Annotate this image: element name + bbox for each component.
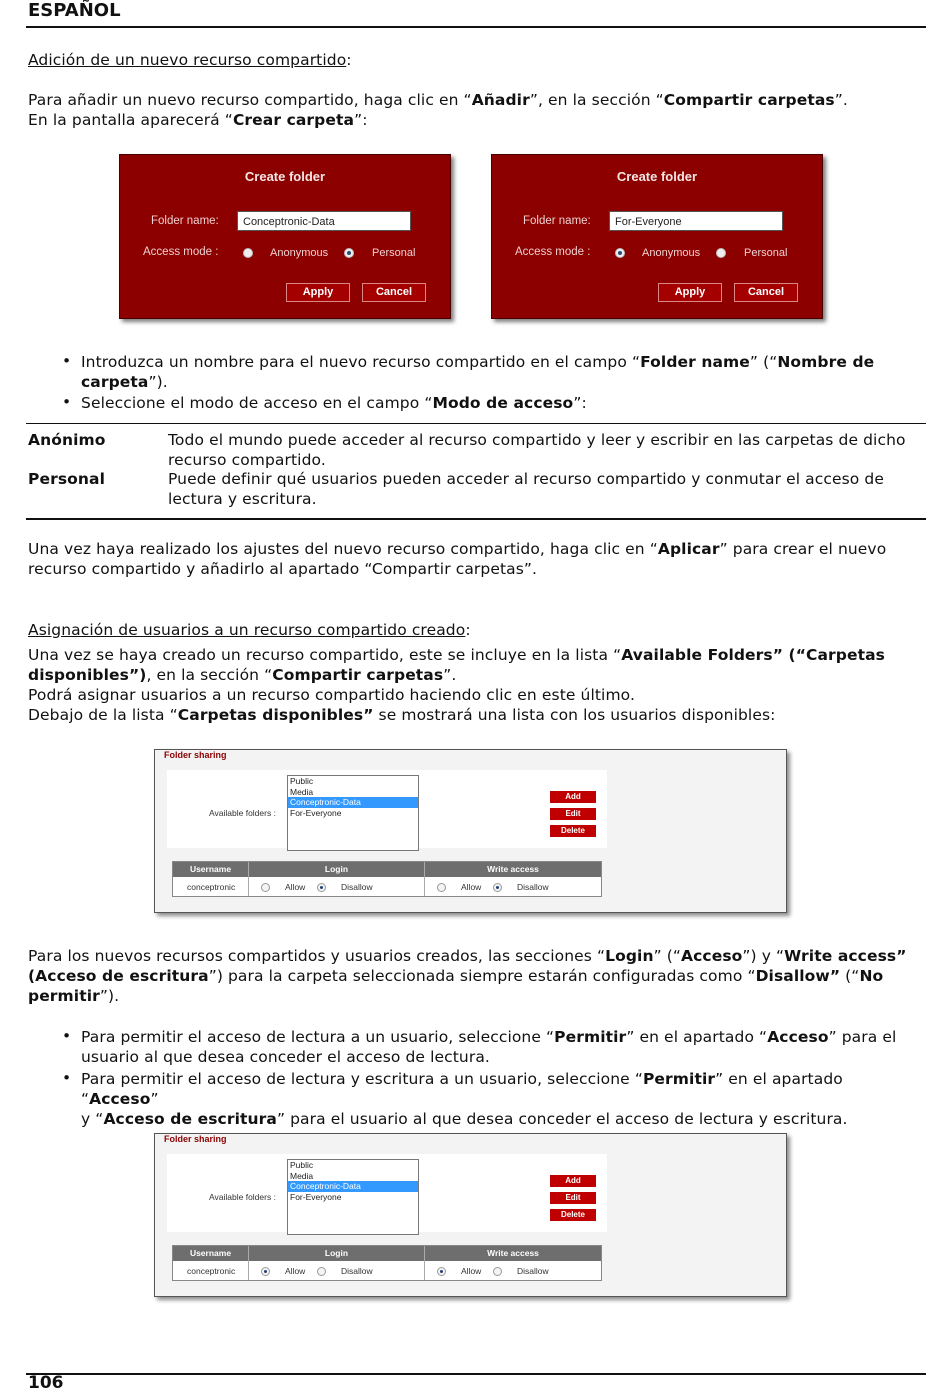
- folder-name-label: Folder name:: [523, 215, 591, 227]
- mode-term-anonymous: Anónimo: [28, 431, 106, 449]
- disallow-label: Disallow: [517, 1266, 549, 1276]
- write-allow-radio[interactable]: [437, 1267, 446, 1276]
- list-item[interactable]: Media: [290, 1170, 314, 1181]
- heading-add-share: Adición de un nuevo recurso compartido:: [28, 51, 352, 69]
- bullet-icon: •: [62, 1027, 72, 1045]
- user-access-table: [172, 861, 602, 897]
- column-divider: [248, 1246, 249, 1280]
- anonymous-option-label: Anonymous: [642, 247, 701, 259]
- col-login: Login: [249, 1246, 424, 1261]
- anonymous-radio[interactable]: [615, 248, 625, 258]
- login-allow-radio[interactable]: [261, 883, 270, 892]
- intro-paragraph: Para añadir un nuevo recurso compartido, haga clic en “Añadir”, en la sección “Compartir carpetas”. En la pantalla aparecerá “Crear carpeta”:: [28, 91, 848, 129]
- page-number: 106: [28, 1373, 64, 1393]
- list-item[interactable]: Media: [290, 786, 314, 797]
- login-disallow-radio[interactable]: [317, 1267, 326, 1276]
- delete-button[interactable]: Delete: [550, 1209, 596, 1221]
- table-top-rule: [26, 423, 926, 424]
- username-cell: conceptronic: [187, 1266, 236, 1276]
- assign-paragraph: Una vez se haya creado un recurso compartido, este se incluye en la lista “Available Folders” (“Carpetas disponibles”), en la sección “Compartir carpetas”. Podrá asignar usuarios a un recurso compartido haciendo clic en este último. Debajo de la lista “Carpetas disponibles” se mostrará una lista con los usuarios disponibles:: [28, 646, 885, 724]
- list-item-selected[interactable]: Conceptronic-Data: [288, 797, 418, 808]
- allow-label: Allow: [285, 1266, 306, 1276]
- bullet-read-write-access: Para permitir el acceso de lectura y escritura a un usuario, seleccione “Permitir” en el apartado “Acceso” y “Acceso de escritura” para el usuario al que desea conceder el acceso de lectura y escritura.: [81, 1070, 848, 1128]
- folder-sharing-panel: [154, 1133, 787, 1297]
- access-mode-label: Access mode :: [143, 246, 219, 258]
- available-folders-list[interactable]: [287, 775, 419, 851]
- panel-title: Folder sharing: [164, 750, 227, 760]
- add-button[interactable]: Add: [550, 1175, 596, 1187]
- apply-button[interactable]: Apply: [658, 283, 722, 302]
- table-bottom-rule: [26, 518, 926, 520]
- cancel-button[interactable]: Cancel: [362, 283, 426, 302]
- disallow-label: Disallow: [341, 1266, 373, 1276]
- folder-sharing-panel: [154, 749, 787, 913]
- col-login: Login: [249, 862, 424, 877]
- dialog-title: Create folder: [244, 169, 326, 184]
- add-button[interactable]: Add: [550, 791, 596, 803]
- available-folders-label: Available folders :: [209, 1192, 276, 1202]
- folder-name-input[interactable]: Conceptronic-Data: [237, 211, 411, 231]
- defaults-paragraph: Para los nuevos recursos compartidos y usuarios creados, las secciones “Login” (“Acceso”) y “Write access” (Acceso de escritura”) para la carpeta seleccionada siempre estarán configuradas como “Disallow” (“No permitir”).: [28, 947, 907, 1005]
- disallow-label: Disallow: [517, 882, 549, 892]
- col-write-access: Write access: [425, 1246, 601, 1261]
- column-divider: [424, 862, 425, 896]
- bullet-icon: •: [62, 352, 72, 370]
- mode-term-personal: Personal: [28, 470, 105, 488]
- anonymous-radio[interactable]: [243, 248, 253, 258]
- folder-name-label: Folder name:: [151, 215, 219, 227]
- mode-desc-anonymous: Todo el mundo puede acceder al recurso compartido y leer y escribir en las carpetas de dicho recurso compartido.: [168, 431, 906, 469]
- create-folder-dialog: [491, 154, 823, 319]
- list-item-selected[interactable]: Conceptronic-Data: [288, 1181, 418, 1192]
- header-rule: [26, 26, 926, 28]
- apply-button[interactable]: Apply: [286, 283, 350, 302]
- allow-label: Allow: [461, 1266, 482, 1276]
- user-access-table: [172, 1245, 602, 1281]
- mode-desc-personal: Puede definir qué usuarios pueden acceder al recurso compartido y conmutar el acceso de lectura y escritura.: [168, 470, 884, 508]
- available-folders-label: Available folders :: [209, 808, 276, 818]
- panel-title: Folder sharing: [164, 1134, 227, 1144]
- folder-name-input[interactable]: For-Everyone: [609, 211, 783, 231]
- disallow-label: Disallow: [341, 882, 373, 892]
- login-disallow-radio[interactable]: [317, 883, 326, 892]
- list-item[interactable]: For-Everyone: [290, 1191, 342, 1202]
- personal-option-label: Personal: [372, 247, 416, 259]
- bullet-read-access: Para permitir el acceso de lectura a un usuario, seleccione “Permitir” en el apartado “Acceso” para el usuario al que desea conceder el acceso de lectura.: [81, 1028, 897, 1066]
- dialog-title: Create folder: [616, 169, 698, 184]
- write-disallow-radio[interactable]: [493, 1267, 502, 1276]
- available-folders-list[interactable]: [287, 1159, 419, 1235]
- write-disallow-radio[interactable]: [493, 883, 502, 892]
- bullet-icon: •: [62, 393, 72, 411]
- personal-radio[interactable]: [716, 248, 726, 258]
- footer-rule: [26, 1373, 926, 1375]
- heading-assign-users: Asignación de usuarios a un recurso compartido creado:: [28, 621, 471, 639]
- edit-button[interactable]: Edit: [550, 1192, 596, 1204]
- bullet-access-mode: Seleccione el modo de acceso en el campo “Modo de acceso”:: [81, 394, 587, 412]
- bullet-folder-name: Introduzca un nombre para el nuevo recurso compartido en el campo “Folder name” (“Nombre de carpeta”).: [81, 353, 875, 391]
- apply-paragraph: Una vez haya realizado los ajustes del nuevo recurso compartido, haga clic en “Aplicar” para crear el nuevo recurso compartido y añadirlo al apartado “Compartir carpetas”.: [28, 540, 887, 578]
- login-allow-radio[interactable]: [261, 1267, 270, 1276]
- section-header: ESPAÑOL: [28, 0, 121, 21]
- personal-radio[interactable]: [344, 248, 354, 258]
- delete-button[interactable]: Delete: [550, 825, 596, 837]
- column-divider: [248, 862, 249, 896]
- column-divider: [424, 1246, 425, 1280]
- allow-label: Allow: [285, 882, 306, 892]
- list-item[interactable]: Public: [290, 776, 314, 786]
- edit-button[interactable]: Edit: [550, 808, 596, 820]
- write-allow-radio[interactable]: [437, 883, 446, 892]
- col-username: Username: [173, 862, 248, 877]
- list-item[interactable]: Public: [290, 1160, 314, 1170]
- personal-option-label: Personal: [744, 247, 788, 259]
- col-username: Username: [173, 1246, 248, 1261]
- col-write-access: Write access: [425, 862, 601, 877]
- anonymous-option-label: Anonymous: [270, 247, 329, 259]
- cancel-button[interactable]: Cancel: [734, 283, 798, 302]
- list-item[interactable]: For-Everyone: [290, 807, 342, 818]
- bullet-icon: •: [62, 1069, 72, 1087]
- username-cell: conceptronic: [187, 882, 236, 892]
- allow-label: Allow: [461, 882, 482, 892]
- create-folder-dialog: [119, 154, 451, 319]
- access-mode-label: Access mode :: [515, 246, 591, 258]
